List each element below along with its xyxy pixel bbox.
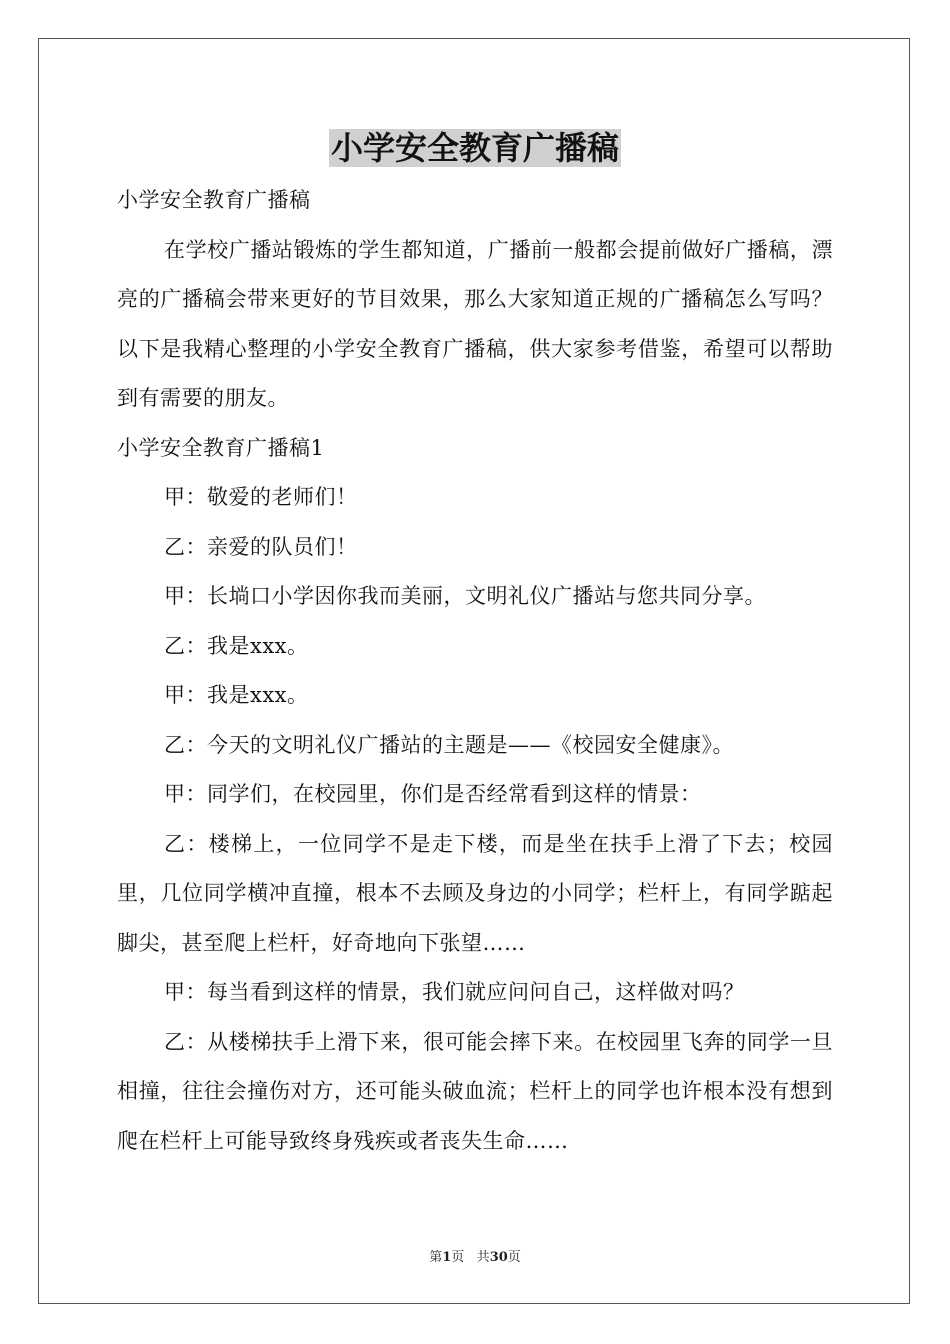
total-prefix: 共 — [476, 1250, 490, 1265]
paragraph: 甲：同学们，在校园里，你们是否经常看到这样的情景： — [164, 782, 702, 806]
paragraph: 乙：今天的文明礼仪广播站的主题是——《校园安全健康》。 — [164, 732, 734, 757]
paragraph: 在学校广播站锻炼的学生都知道，广播前一般都会提前做好广播稿，漂亮的广播稿会带来更好的节目效果，那么大家知道正规的广播稿怎么写吗？以下是我精心整理的小学安全教育广播稿，供大家参考借鉴，希望可以帮助到有需要的朋友。 — [117, 237, 833, 410]
paragraph: 甲：敬爱的老师们！ — [164, 485, 358, 509]
document-title — [0, 126, 950, 170]
paragraph: 乙：我是xxx。 — [164, 633, 309, 658]
document-body — [117, 176, 833, 1166]
paragraph: 乙：从楼梯扶手上滑下来，很可能会摔下来。在校园里飞奔的同学一旦相撞，往往会撞伤对方，还可能头破血流；栏杆上的同学也许根本没有想到爬在栏杆上可能导致终身残疾或者丧失生命…… — [117, 1029, 833, 1153]
total-suffix: 页 — [507, 1250, 521, 1265]
paragraph: 小学安全教育广播稿 — [117, 188, 311, 212]
page-suffix: 页 — [451, 1250, 465, 1265]
paragraph: 甲：每当看到这样的情景，我们就应问问自己，这样做对吗？ — [164, 980, 745, 1004]
paragraph: 乙：亲爱的队员们！ — [164, 534, 358, 559]
page-footer — [0, 1246, 950, 1265]
paragraph: 甲：我是xxx。 — [164, 683, 309, 707]
total-pages: 30 — [489, 1250, 508, 1265]
paragraph: 小学安全教育广播稿1 — [117, 435, 325, 460]
page-prefix: 第 — [429, 1250, 443, 1265]
paragraph: 甲：长埫口小学因你我而美丽，文明礼仪广播站与您共同分享。 — [164, 584, 766, 608]
document-title-text: 小学安全教育广播稿 — [330, 129, 619, 167]
page-number: 1 — [442, 1250, 452, 1265]
paragraph: 乙：楼梯上，一位同学不是走下楼，而是坐在扶手上滑了下去；校园里，几位同学横冲直撞，根本不去顾及身边的小同学；栏杆上，有同学踮起脚尖，甚至爬上栏杆，好奇地向下张望…… — [117, 831, 833, 955]
